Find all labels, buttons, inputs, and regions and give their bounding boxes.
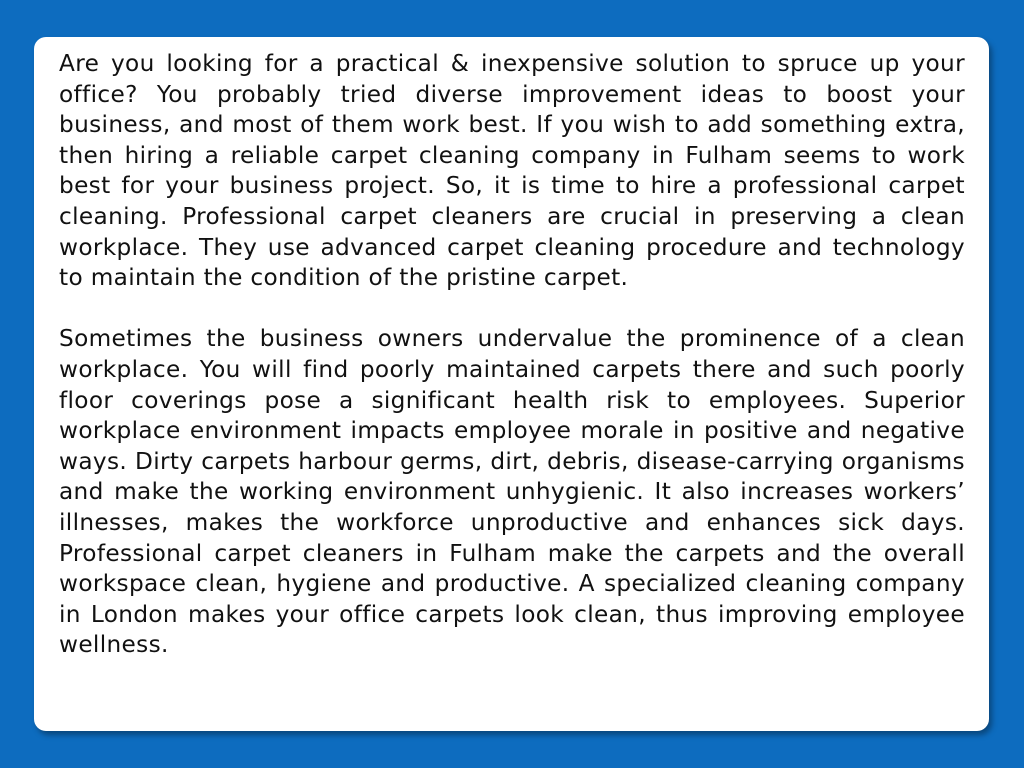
paragraph-workplace-health: Sometimes the business owners undervalue the prominence of a clean workplace. You will find poorly maintained carpets there and such poorly floor coverings pose a significant health risk to employees. Superior workplace environment impacts employee morale in positive and negative ways. Dirty carpets harbour germs, dirt, debris, disease-carrying organisms and make the working environment unhygienic. It also increases workers’ illnesses, makes the workforce unproductive and enhances sick days. Professional carpet cleaners in Fulham make the carpets and the overall workspace clean, hygiene and productive. A specialized cleaning company in London makes your office carpets look clean, thus improving employee wellness. (59, 325, 965, 659)
content-card (34, 37, 989, 731)
paragraph-intro: Are you looking for a practical & inexpensive solution to spruce up your office? You probably tried diverse improvement ideas to boost your business, and most of them work best. If you wish to add something extra, then hiring a reliable carpet cleaning company in Fulham seems to work best for your business project. So, it is time to hire a professional carpet cleaning. Professional carpet cleaners are crucial in preserving a clean workplace. They use advanced carpet cleaning procedure and technology to maintain the condition of the pristine carpet. (59, 50, 965, 292)
